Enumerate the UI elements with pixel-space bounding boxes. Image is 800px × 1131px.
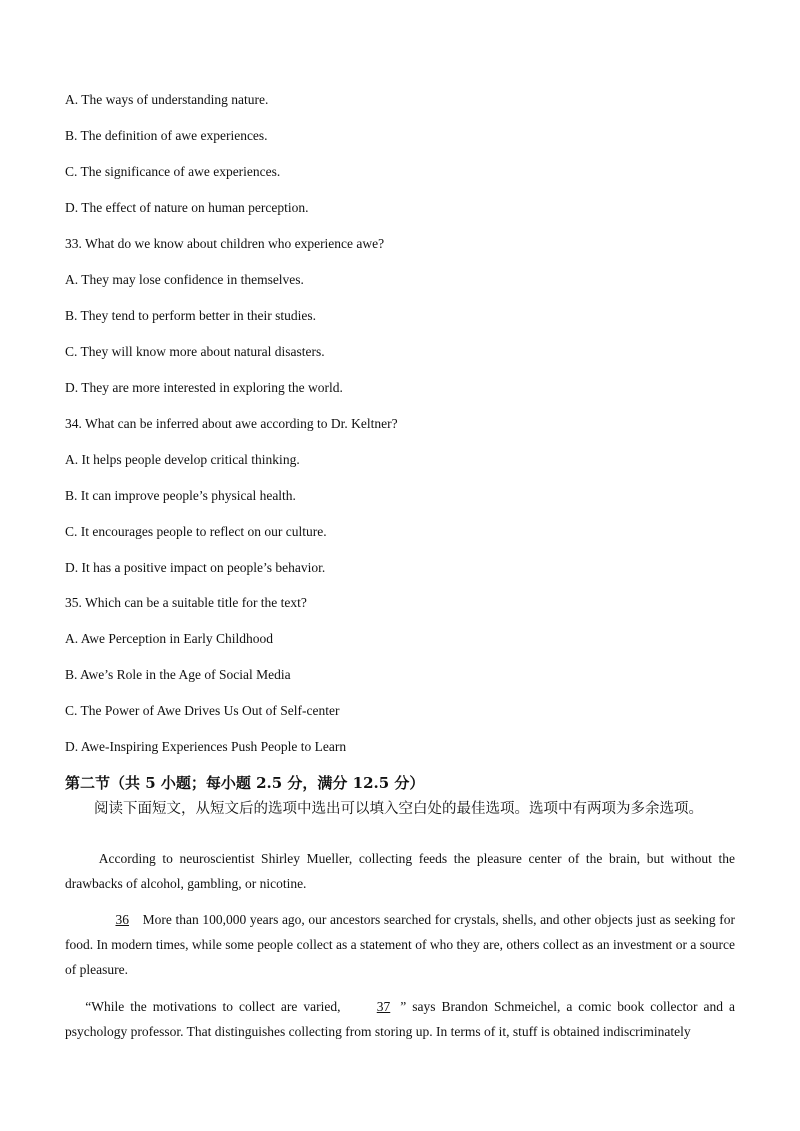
q35-option-d: D. Awe-Inspiring Experiences Push People to Learn — [65, 739, 347, 754]
q34-option-a: A. It helps people develop critical thinking. — [65, 452, 300, 467]
paragraph-3-start: “While the motivations to collect are varied, — [85, 999, 347, 1014]
q34-option-d: D. It has a positive impact on people’s behavior. — [65, 560, 326, 575]
paragraph-1: According to neuroscientist Shirley Mueller, collecting feeds the pleasure center of the brain, but without the drawbacks of alcohol, gambling, or nicotine. — [65, 851, 735, 891]
q35-question: 35. Which can be a suitable title for the text? — [65, 595, 307, 610]
q32-option-d: D. The effect of nature on human perception. — [65, 200, 309, 215]
q32-option-b: B. The definition of awe experiences. — [65, 128, 268, 143]
q35-option-a: A. Awe Perception in Early Childhood — [65, 631, 273, 646]
q34-option-b: B. It can improve people’s physical health. — [65, 488, 296, 503]
paragraph-2-text: More than 100,000 years ago, our ancestors searched for crystals, shells, and other objects just as seeking for food. In modern times, while some people collect as a statement of who they are, others collect as an investment or a source of pleasure. — [65, 912, 735, 977]
q34-option-c: C. It encourages people to reflect on our culture. — [65, 524, 327, 539]
q33-option-b: B. They tend to perform better in their studies. — [65, 308, 316, 323]
q35-option-b: B. Awe’s Role in the Age of Social Media — [65, 667, 291, 682]
blank-37[interactable]: 37 — [376, 999, 391, 1014]
blank-36[interactable]: 36 — [115, 912, 129, 927]
q33-option-d: D. They are more interested in exploring the world. — [65, 380, 343, 395]
section-instruction: 阅读下面短文，从短文后的选项中选出可以填入空白处的最佳选项。选项中有两项为多余选项。 — [94, 801, 703, 817]
paragraph-2 — [65, 907, 735, 982]
q34-question: 34. What can be inferred about awe according to Dr. Keltner? — [65, 416, 398, 431]
q32-option-c: C. The significance of awe experiences. — [65, 164, 281, 179]
q35-option-c: C. The Power of Awe Drives Us Out of Self-center — [65, 703, 340, 718]
paragraph-3 — [65, 994, 735, 1044]
q33-option-a: A. They may lose confidence in themselves. — [65, 272, 304, 287]
section-title: 第二节（共 5 小题；每小题 2.5 分，满分 12.5 分） — [65, 774, 425, 792]
q32-option-a: A. The ways of understanding nature. — [65, 92, 269, 107]
q33-question: 33. What do we know about children who experience awe? — [65, 236, 385, 251]
q33-option-c: C. They will know more about natural disasters. — [65, 344, 325, 359]
paragraph-3-text: ” says Brandon Schmeichel, a comic book collector and a psychology professor. That distinguishes collecting from storing up. In terms of it, stuff is obtained indiscriminately — [65, 999, 735, 1039]
